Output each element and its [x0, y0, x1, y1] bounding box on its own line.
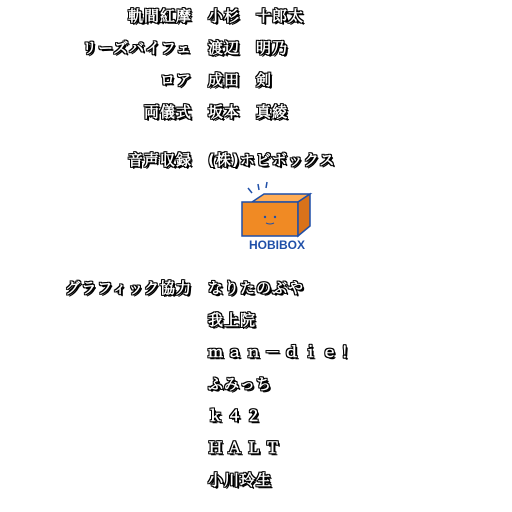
role-label: 音声収録 [127, 151, 192, 169]
graphics-contributor [0, 468, 512, 492]
contributor-name: ふみっち [208, 375, 273, 393]
cast-name: 小杉 十郎太 [208, 7, 305, 25]
cast-name: 成田 剣 [208, 71, 273, 89]
role-label: グラフィック協力 [65, 279, 192, 297]
contributor-name: ｋ４２ [208, 407, 266, 425]
cast-name: 坂本 真綾 [208, 103, 289, 121]
graphics-contributor [0, 404, 512, 428]
contributor-name: 我上院 [208, 311, 257, 329]
credit-row-recording [0, 148, 512, 172]
hobibox-logo-text: HOBIBOX [248, 238, 305, 252]
contributor-name: ｍａｎ－ｄｉｅ！ [208, 343, 361, 361]
role-label: 軌間紅摩 [127, 7, 192, 25]
hobibox-box-icon [232, 180, 322, 240]
credit-row-kouma [0, 4, 512, 28]
contributor-name: 小川玲生 [208, 471, 273, 489]
credit-row-roa [0, 68, 512, 92]
graphics-contributor [0, 308, 512, 332]
studio-name: (株)ホビボックス [208, 151, 336, 169]
role-label: リーズバイフェ [81, 39, 192, 57]
cast-name: 渡辺 明乃 [208, 39, 289, 57]
credit-row-shiki [0, 100, 512, 124]
graphics-contributor [0, 372, 512, 396]
contributor-name: ＨＡＬＴ [208, 439, 285, 457]
graphics-contributor [0, 436, 512, 460]
role-label: ロア [159, 71, 192, 89]
credit-row-riesbyfe [0, 36, 512, 60]
role-label: 両儀式 [143, 103, 192, 121]
contributor-name: なりたのぶや [208, 279, 305, 297]
credit-row-graphics [0, 276, 512, 300]
graphics-contributor [0, 340, 512, 364]
hobibox-logo [232, 180, 322, 256]
